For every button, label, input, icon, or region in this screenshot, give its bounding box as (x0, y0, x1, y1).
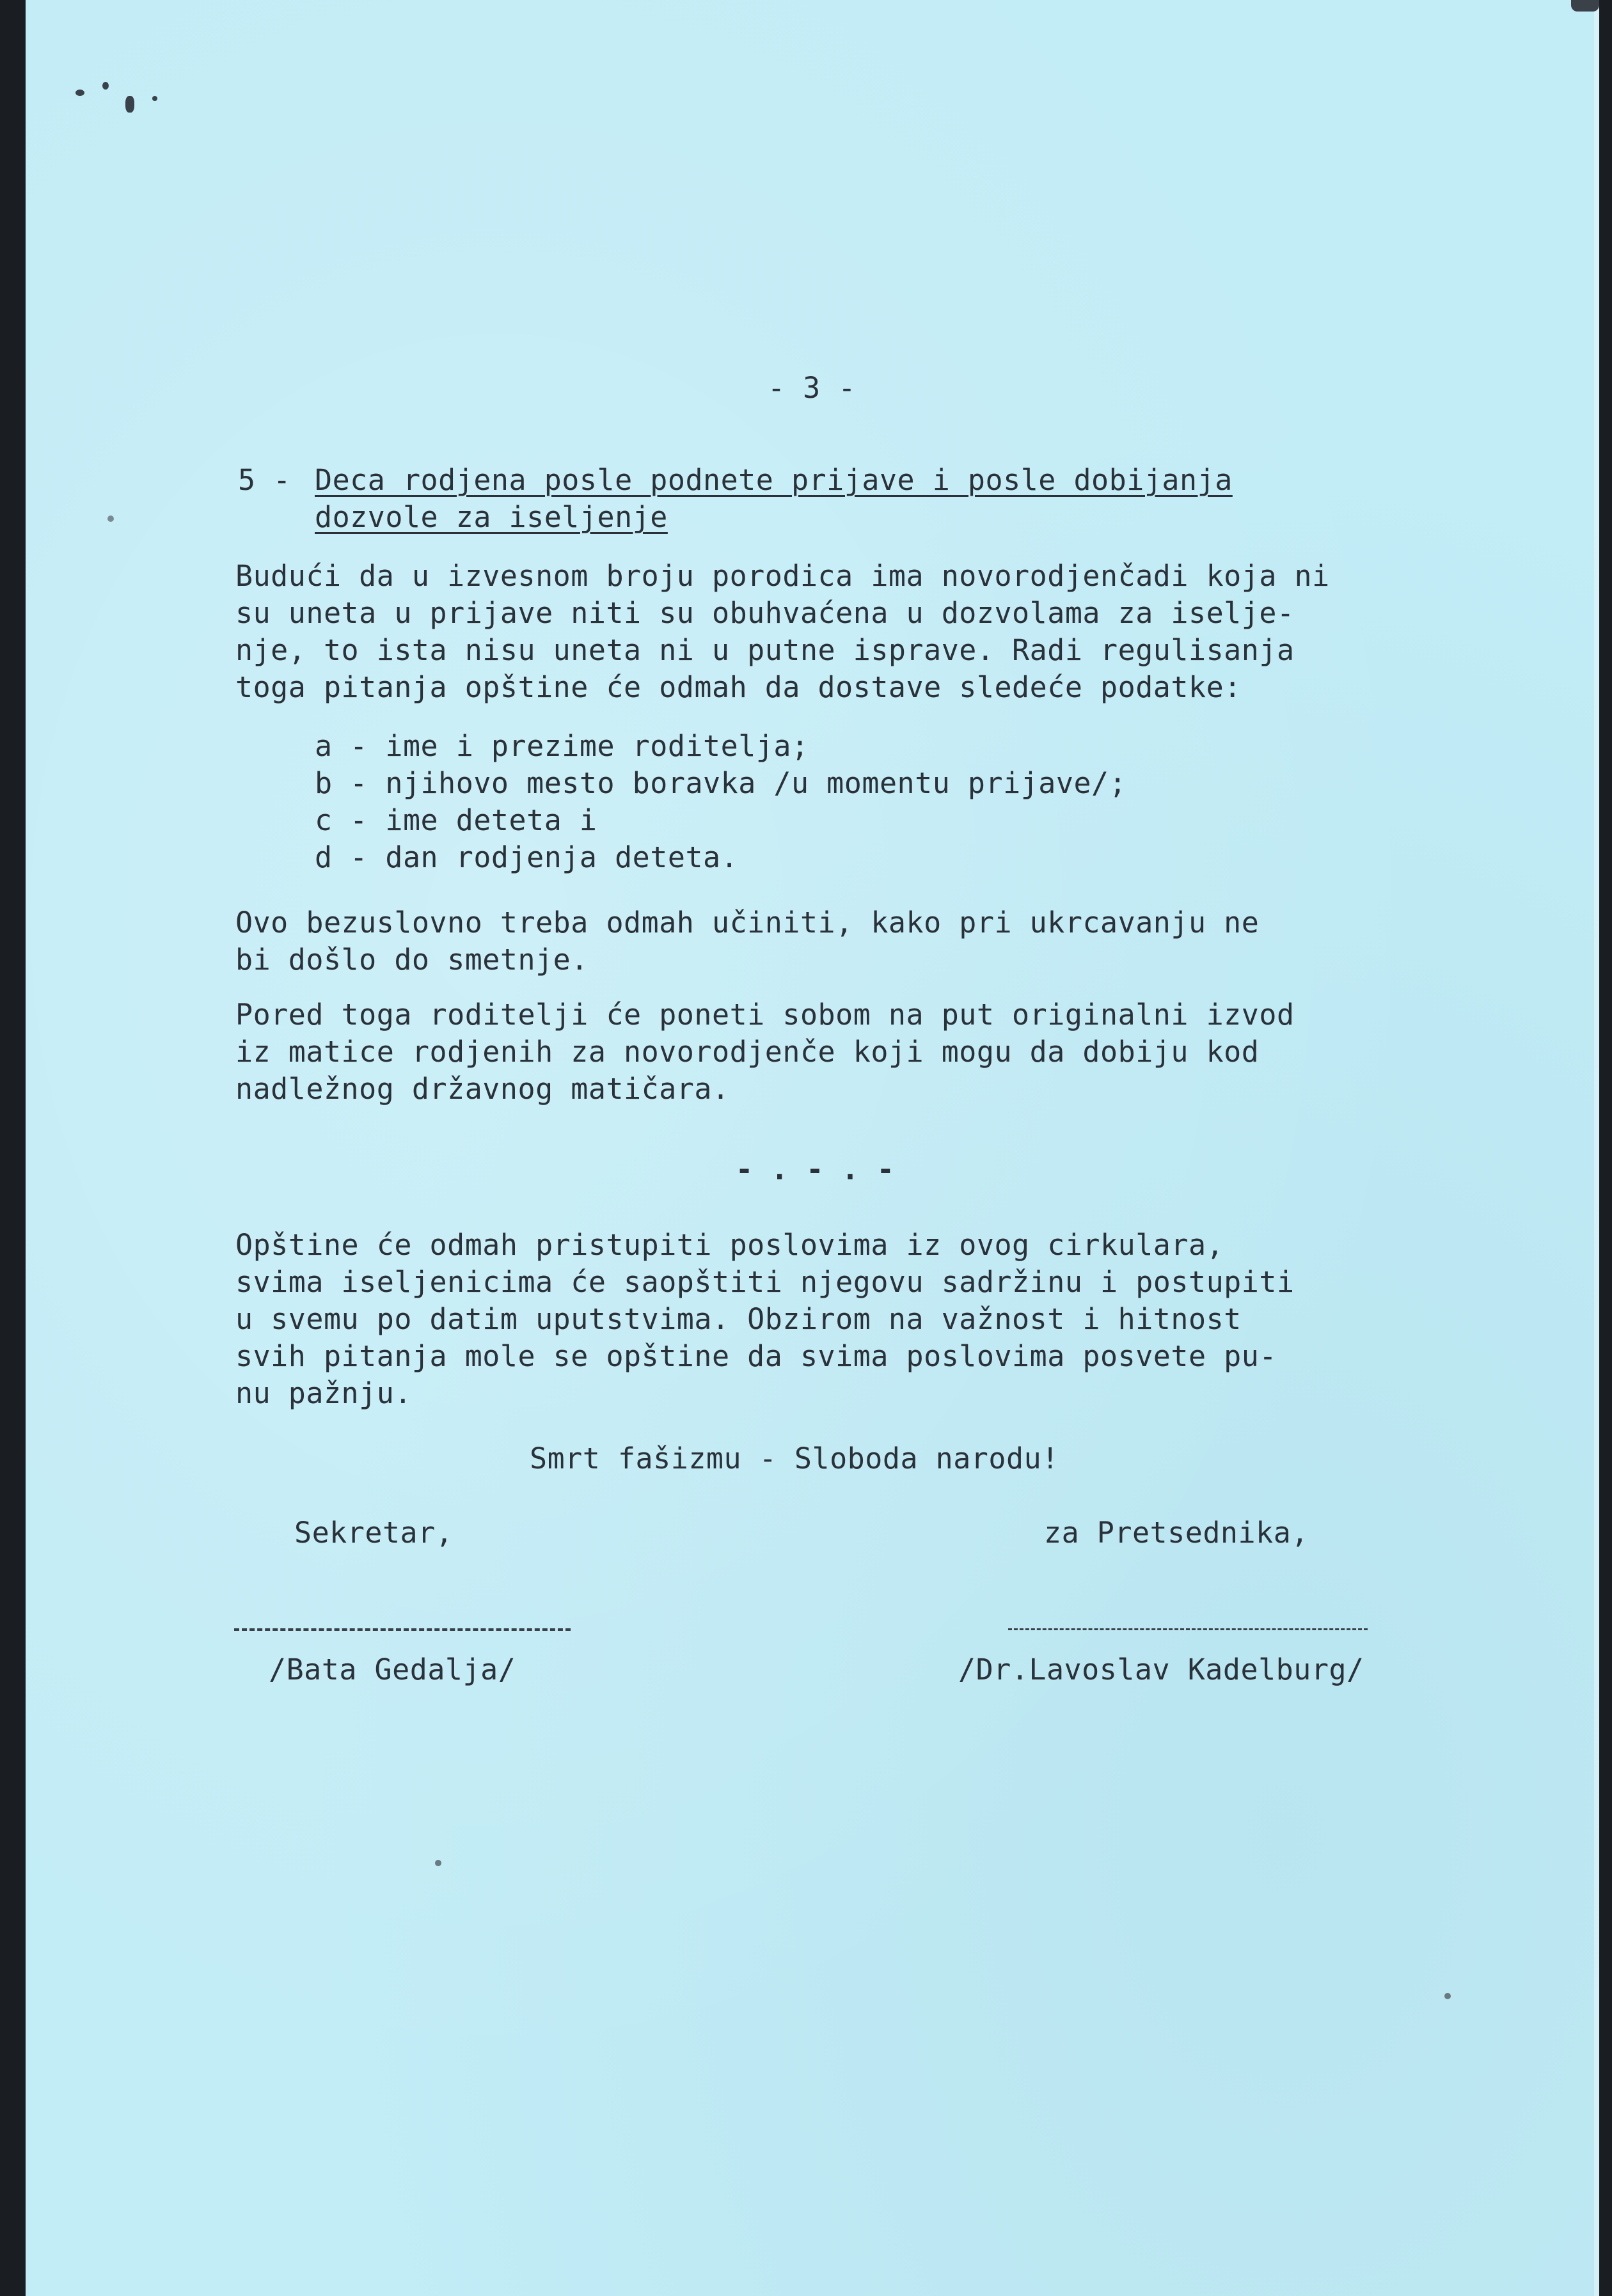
secretary-name: /Bata Gedalja/ (269, 1653, 516, 1687)
ink-speck (125, 96, 134, 113)
paragraph-4-line-5: nu pažnju. (235, 1376, 412, 1410)
ink-speck (107, 515, 114, 522)
section-title-line-2: dozvole za iseljenje (315, 500, 668, 534)
section-title-line-1: Deca rodjena posle podnete prijave i posle dobijanja (315, 463, 1233, 497)
paragraph-3-line-1: Pored toga roditelji će poneti sobom na put originalni izvod (235, 998, 1295, 1032)
paragraph-4-line-2: svima iseljenicima će saopštiti njegovu sadržinu i postupiti (235, 1265, 1295, 1299)
list-item-c: c - ime deteta i (315, 803, 597, 837)
paragraph-1-line-4: toga pitanja opštine će odmah da dostave sledeće podatke: (235, 670, 1242, 704)
president-title: za Pretsednika, (1044, 1516, 1309, 1550)
paragraph-1-line-3: nje, to ista nisu uneta ni u putne isprave. Radi regulisanja (235, 633, 1295, 667)
document-page (26, 0, 1599, 2296)
ink-speck (152, 96, 157, 101)
paragraph-2-line-2: bi došlo do smetnje. (235, 943, 589, 977)
paragraph-3-line-3: nadležnog državnog matičara. (235, 1072, 730, 1106)
list-item-d: d - dan rodjenja deteta. (315, 840, 739, 874)
paragraph-4-line-4: svih pitanja mole se opštine da svima poslovima posvete pu- (235, 1339, 1277, 1373)
paper-edge (1594, 0, 1599, 2296)
president-signature-line (1008, 1628, 1368, 1630)
ink-speck (75, 90, 84, 96)
secretary-signature-line (234, 1628, 571, 1631)
ink-speck (1571, 0, 1599, 12)
paragraph-4-line-1: Opštine će odmah pristupiti poslovima iz ovog cirkulara, (235, 1228, 1224, 1262)
secretary-title: Sekretar, (294, 1516, 454, 1550)
section-separator: - . - . - (736, 1152, 895, 1186)
list-item-a: a - ime i prezime roditelja; (315, 729, 809, 763)
ink-speck (1444, 1993, 1451, 1999)
list-item-b: b - njihovo mesto boravka /u momentu prijave/; (315, 766, 1127, 800)
ink-speck (435, 1860, 441, 1866)
paragraph-1-line-2: su uneta u prijave niti su obuhvaćena u dozvolama za iselje- (235, 596, 1295, 630)
paragraph-2-line-1: Ovo bezuslovno treba odmah učiniti, kako pri ukrcavanju ne (235, 906, 1260, 940)
paragraph-3-line-2: iz matice rodjenih za novorodjenče koji mogu da dobiju kod (235, 1035, 1260, 1069)
section-number: 5 - (238, 463, 291, 497)
president-name: /Dr.Lavoslav Kadelburg/ (958, 1653, 1364, 1687)
closing-salute: Smrt fašizmu - Sloboda narodu! (530, 1442, 1059, 1475)
paragraph-4-line-3: u svemu po datim uputstvima. Obzirom na važnost i hitnost (235, 1302, 1242, 1336)
paragraph-1-line-1: Budući da u izvesnom broju porodica ima novorodjenčadi koja ni (235, 559, 1330, 593)
page-number: - 3 - (768, 371, 856, 405)
ink-speck (102, 82, 109, 90)
